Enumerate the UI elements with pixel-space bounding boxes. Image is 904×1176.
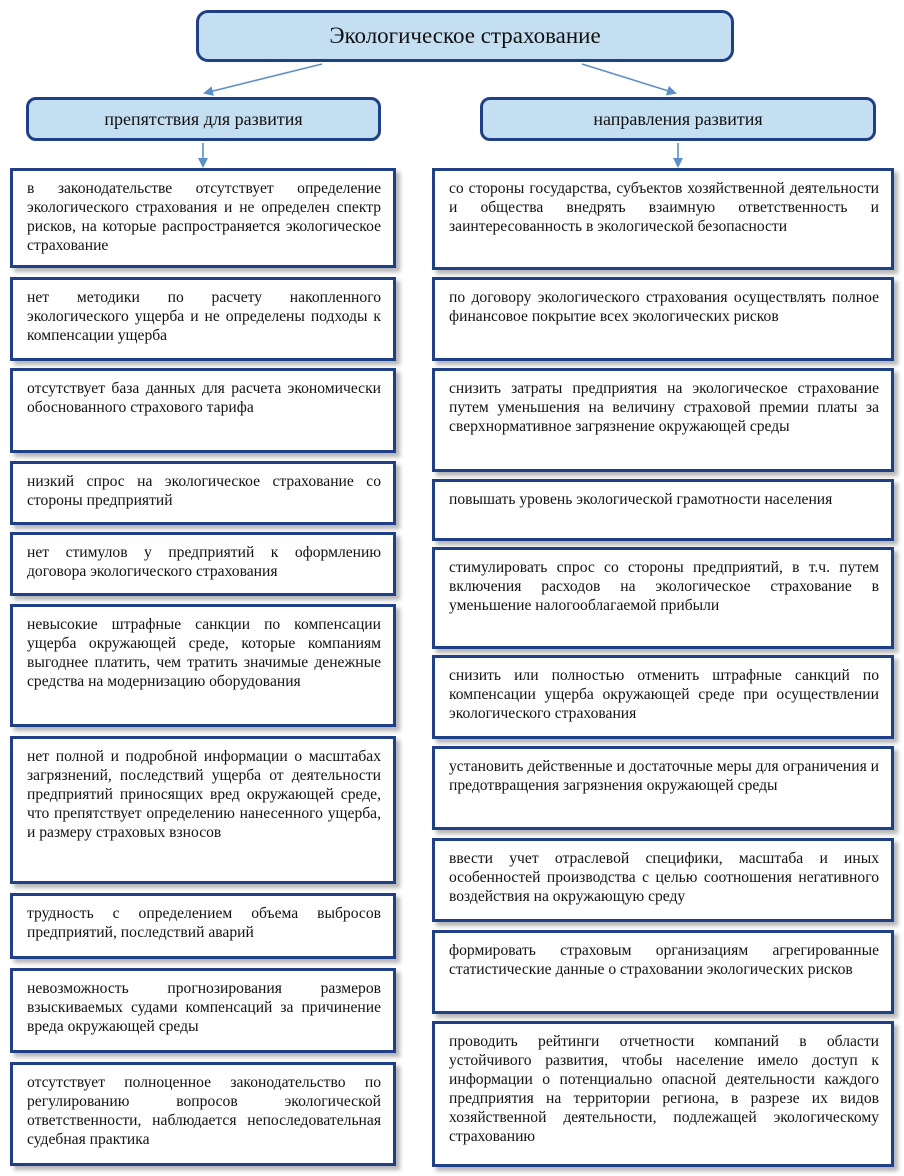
direction-card: снизить или полностью отменить штрафные санкций по компенсации ущерба окружающей среде при осуществлении экологического страхования [432, 655, 894, 739]
direction-card: установить действенные и достаточные меры для ограничения и предотвращения загрязнения окружающей среды [432, 746, 894, 830]
obstacle-card: отсутствует полноценное законодательство по регулированию вопросов экологической ответственности, наблюдается непоследовательная судебная практика [10, 1062, 396, 1166]
direction-card: проводить рейтинги отчетности компаний в области устойчивого развития, чтобы население имело доступ к информации о потенциально опасной деятельности каждого предприятия на территории региона, в разрезе их видов хозяйственной деятельности, подлежащей экологическому страхованию [432, 1021, 894, 1167]
direction-card: стимулировать спрос со стороны предприятий, в т.ч. путем включения расходов на экологическое страхование в уменьшение налогооблагаемой прибыли [432, 547, 894, 649]
direction-card: повышать уровень экологической грамотности населения [432, 479, 894, 541]
obstacle-card: в законодательстве отсутствует определение экологического страхования и не определен спектр рисков, на которые распространяется экологическое страхование [10, 168, 396, 268]
obstacle-card: нет полной и подробной информации о масштабах загрязнений, последствий ущерба от деятельности предприятий приносящих вред окружающей среде, что препятствует определению нанесенного ущерба, и размеру страховых взносов [10, 736, 396, 884]
direction-card: снизить затраты предприятия на экологическое страхование путем уменьшения на величину страховой премии платы за сверхнормативное загрязнение окружающей среды [432, 368, 894, 472]
obstacle-card: трудность с определением объема выбросов предприятий, последствий аварий [10, 893, 396, 959]
arrow-title-to-left [205, 64, 322, 93]
direction-card: ввести учет отраслевой специфики, масштаба и иных особенностей производства с целью соотношения негативного воздействия на окружающую среду [432, 838, 894, 922]
obstacle-card: нет стимулов у предприятий к оформлению договора экологического страхования [10, 532, 396, 596]
direction-card: со стороны государства, субъектов хозяйственной деятельности и общества внедрять взаимную ответственность и заинтересованность в экологической безопасности [432, 168, 894, 270]
obstacle-card: невысокие штрафные санкции по компенсации ущерба окружающей среде, которые компаниям выгоднее платить, чем тратить значимые денежные средства на модернизацию оборудования [10, 604, 396, 727]
obstacle-card: отсутствует база данных для расчета экономически обоснованного страхового тарифа [10, 368, 396, 453]
obstacle-card: невозможность прогнозирования размеров взыскиваемых судами компенсаций за причинение вреда окружающей среды [10, 968, 396, 1053]
diagram-title: Экологическое страхование [196, 10, 734, 62]
direction-card: формировать страховым организациям агрегированные статистические данные о страховании экологических рисков [432, 930, 894, 1014]
arrow-title-to-right [582, 64, 675, 93]
obstacle-card: нет методики по расчету накопленного экологического ущерба и не определены подходы к компенсации ущерба [10, 277, 396, 361]
left-column-header: препятствия для развития [26, 97, 381, 141]
obstacle-card: низкий спрос на экологическое страхование со стороны предприятий [10, 461, 396, 525]
direction-card: по договору экологического страхования осуществлять полное финансовое покрытие всех экологических рисков [432, 277, 894, 361]
right-column-header: направления развития [480, 97, 876, 141]
